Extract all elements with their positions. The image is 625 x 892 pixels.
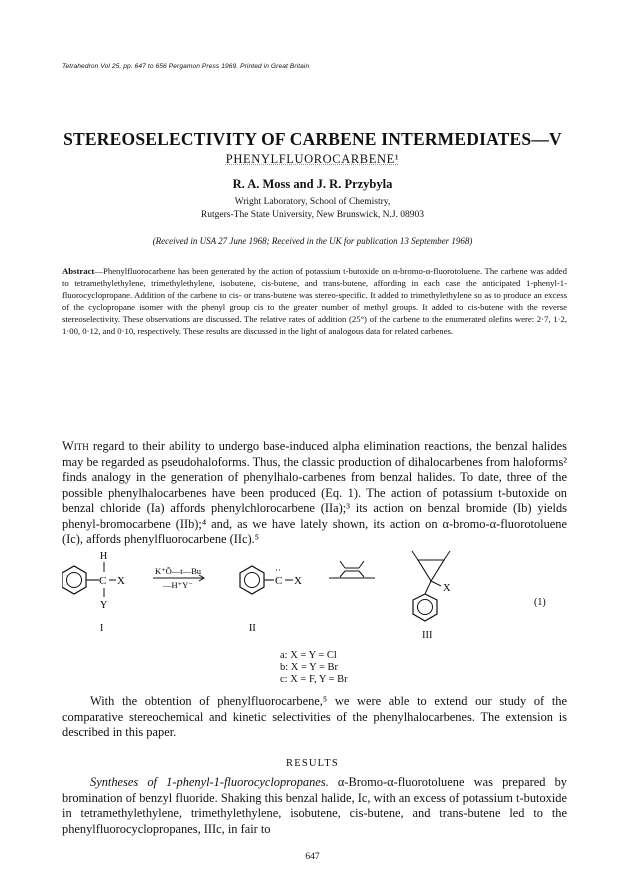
abstract (62, 265, 567, 338)
page-number: 647 (305, 852, 320, 862)
equation-number: (1) (534, 597, 546, 608)
affiliation-line-2: Rutgers-The State University, New Brunswick, N.J. 08903 (200, 210, 425, 220)
authors: R. A. Moss and J. R. Przybyla (232, 177, 393, 191)
olefin-structure (329, 561, 375, 578)
atom-c: C (99, 575, 107, 587)
variant-c: c: X = F, Y = Br (280, 674, 348, 685)
atom-h: H (100, 551, 108, 562)
intro-lead: With (62, 439, 89, 453)
atom-x: X (117, 575, 125, 587)
variant-b: b: X = Y = Br (280, 662, 339, 673)
abstract-heading: Abstract (62, 266, 95, 276)
reagent-bottom: —H⁺Y⁻ (163, 580, 193, 590)
benzene-ring-1 (62, 566, 86, 594)
carbene-electrons: ·· (275, 565, 281, 575)
variant-a: a: X = Y = Cl (280, 650, 337, 661)
results-lead: Syntheses of 1-phenyl-1-fluorocyclopropanes. (90, 775, 329, 789)
reaction-scheme (62, 548, 562, 636)
journal-citation: Tetrahedron Vol 25, pp. 647 to 656 Pergamon Press 1969. Printed in Great Britain (62, 63, 310, 70)
affiliation-line-1: Wright Laboratory, School of Chemistry, (234, 197, 391, 207)
compound-label-iii: III (422, 630, 433, 641)
results-text: α-Bromo-α-fluorotoluene was prepared by bromination of benzyl fluoride. Shaking this benzal halide, Ic, with an excess of potassium t-butoxide in tetramethylethylene, trimethylethylene, isobutene, cis-butene, and trans-butene led to the phenylfluorocyclopropanes, IIIc, in fair to (62, 775, 568, 836)
paragraph-2: With the obtention of phenylfluorocarbene,⁵ we were able to extend our study of the comparative stereochemical and kinetic selectivities of the phenylhalocarbenes. The extension is described in this paper. (62, 694, 567, 739)
atom-y: Y (100, 600, 108, 611)
compound-label-i: I (100, 623, 104, 634)
product-x: X (443, 583, 451, 594)
compound-label-ii: II (249, 623, 256, 634)
paper-subtitle: PHENYLFLUOROCARBENE¹ (225, 152, 400, 166)
intro-paragraph (62, 439, 567, 548)
intro-text: regard to their ability to undergo base-induced alpha elimination reactions, the benzal halides may be regarded as pseudohaloforms. Thus, the classic production of dihalocarbenes from haloforms² finds analogy in the generation of phenylhalo-carbenes from benzal halides. To date, three of the possible phenylhalocarbenes have been produced (Eq. 1). The action of potassium t-butoxide on benzal chloride (Ia) affords phenylchlorocarbene (IIa);³ its action on benzal bromide (Ib) yields phenyl-bromocarbene (IIb);⁴ and, as we have lately shown, its action on α-bromo-α-fluorotoluene (Ic), affords phenylfluorocarbene (IIc).⁵ (62, 439, 567, 546)
benzene-ring-2 (240, 566, 264, 594)
carbene-carbon: C (275, 575, 283, 587)
carbene-x: X (294, 575, 302, 587)
reagent-top: K⁺Ō—t—Bu (155, 566, 202, 576)
results-heading: RESULTS (286, 758, 339, 769)
received-dates: (Received in USA 27 June 1968; Received in the UK for publication 13 September 1968) (152, 236, 473, 246)
abstract-text: —Phenylfluorocarbene has been generated by the action of potassium t-butoxide on α-bromo-α-fluorotoluene. The carbene was added to tetramethylethylene, trimethylethylene, isobutene, cis-butene, and trans-butene, affording in each case the anticipated 1-phenyl-1-fluorocyclopropane. Addition of the carbene to cis- or trans-butene was stereo-specific. It added to trimethylethylene so as to produce an excess of the cyclopropane isomer with the phenyl group cis to the greater number of methyl groups. It added to cis-butene with the reverse stereoselectivity. These observations are discussed. The relative rates of addition (25°) of the carbene to the enumerated olefins were: 2·7, 1·2, 1·00, 0·12, and 0·10, respectively. These results are discussed in the light of analogous data for related carbenes. (62, 266, 567, 337)
paper-title: STEREOSELECTIVITY OF CARBENE INTERMEDIATES—V (63, 129, 562, 149)
results-paragraph (62, 775, 567, 837)
